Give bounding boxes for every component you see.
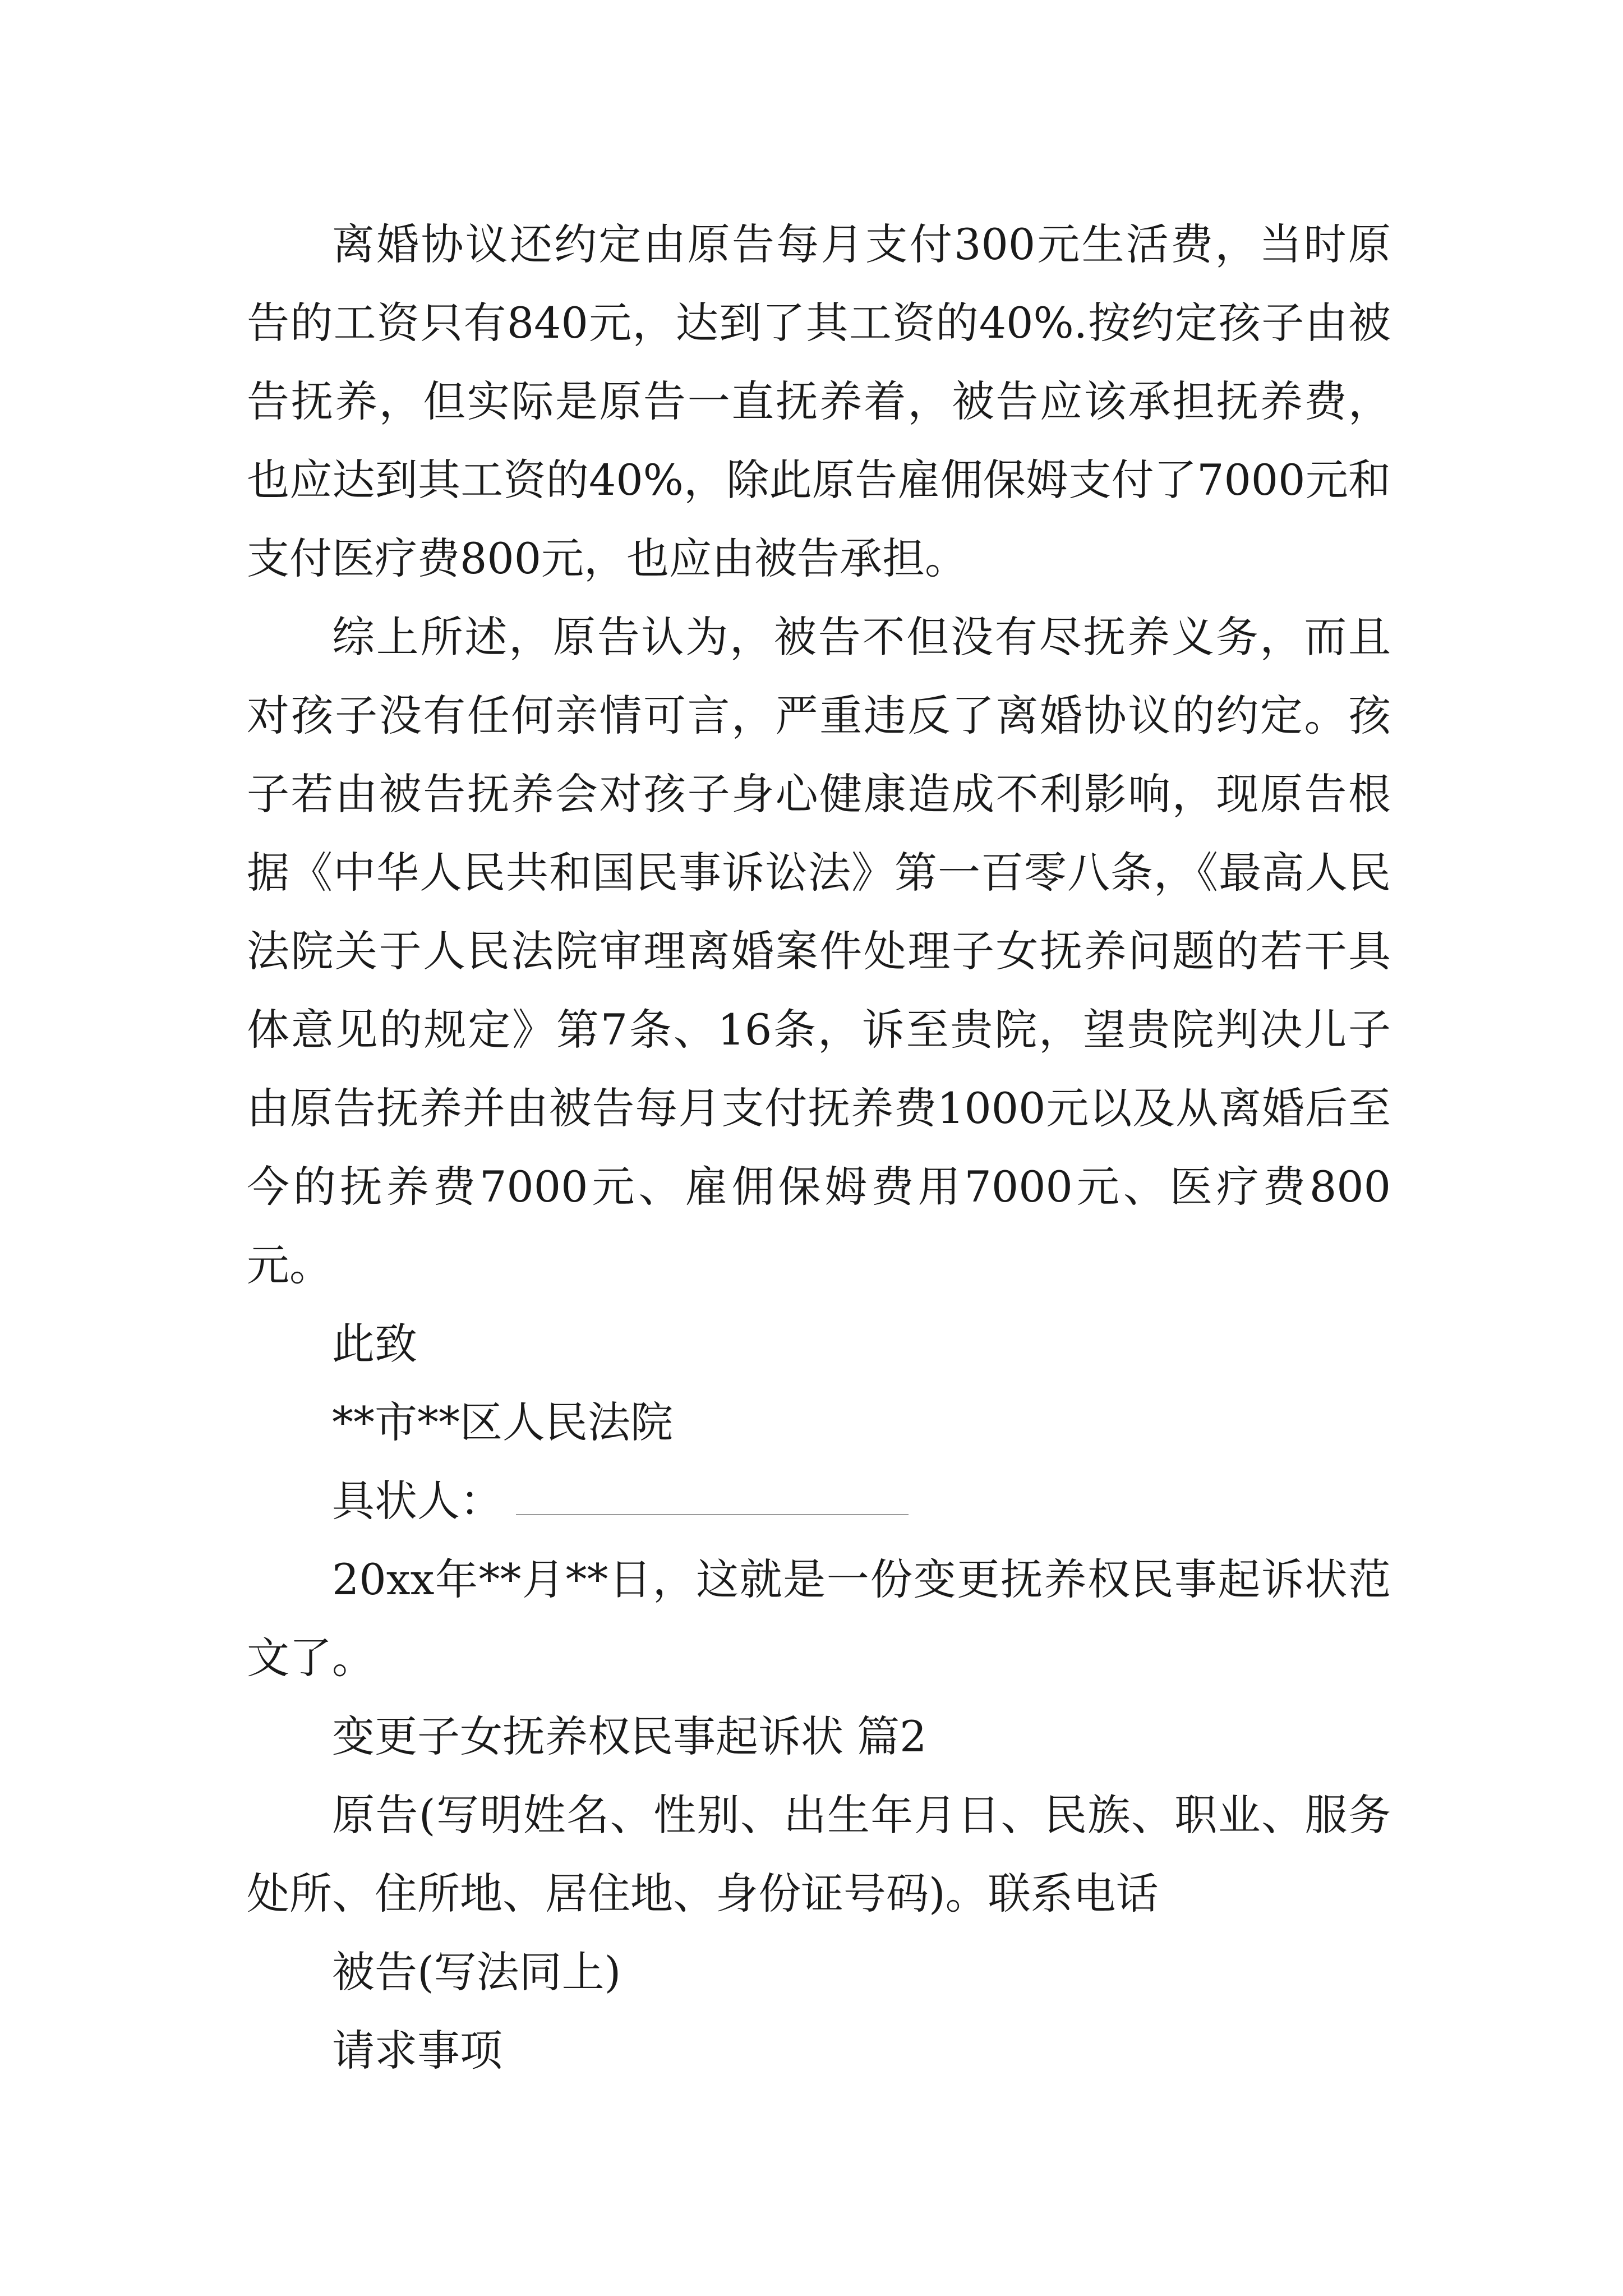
defendant-line: 被告(写法同上) bbox=[332, 1947, 621, 1997]
plaintiff-paragraph: 原告(写明姓名、性别、出生年月日、民族、职业、服务处所、住所地、居住地、身份证号码)。联系电话 bbox=[247, 1790, 1391, 1918]
document-body bbox=[247, 205, 1391, 2090]
court-name: **市**区人民法院 bbox=[332, 1397, 673, 1447]
closing-salutation: 此致 bbox=[332, 1319, 417, 1369]
signer-row bbox=[247, 1462, 1391, 1540]
date-paragraph: 20xx年**月**日，这就是一份变更抚养权民事起诉状范文了。 bbox=[247, 1554, 1391, 1683]
paragraph-expenses: 离婚协议还约定由原告每月支付300元生活费，当时原告的工资只有840元，达到了其工资的40%.按约定孩子由被告抚养，但实际是原告一直抚养着，被告应该承担抚养费，也应达到其工资的40%，除此原告雇佣保姆支付了7000元和支付医疗费800元，也应由被告承担。 bbox=[247, 219, 1391, 583]
section-title: 变更子女抚养权民事起诉状 篇2 bbox=[332, 1711, 927, 1761]
signature-blank-line bbox=[516, 1514, 909, 1515]
claims-heading: 请求事项 bbox=[332, 2026, 502, 2076]
signer-label: 具状人： bbox=[332, 1476, 502, 1526]
paragraph-summary: 综上所述，原告认为，被告不但没有尽抚养义务，而且对孩子没有任何亲情可言，严重违反了离婚协议的约定。孩子若由被告抚养会对孩子身心健康造成不利影响，现原告根据《中华人民共和国民事诉讼法》第一百零八条，《最高人民法院关于人民法院审理离婚案件处理子女抚养问题的若干具体意见的规定》第7条、16条，诉至贵院，望贵院判决儿子由原告抚养并由被告每月支付抚养费1000元以及从离婚后至今的抚养费7000元、雇佣保姆费用7000元、医疗费800元。 bbox=[247, 612, 1391, 1290]
